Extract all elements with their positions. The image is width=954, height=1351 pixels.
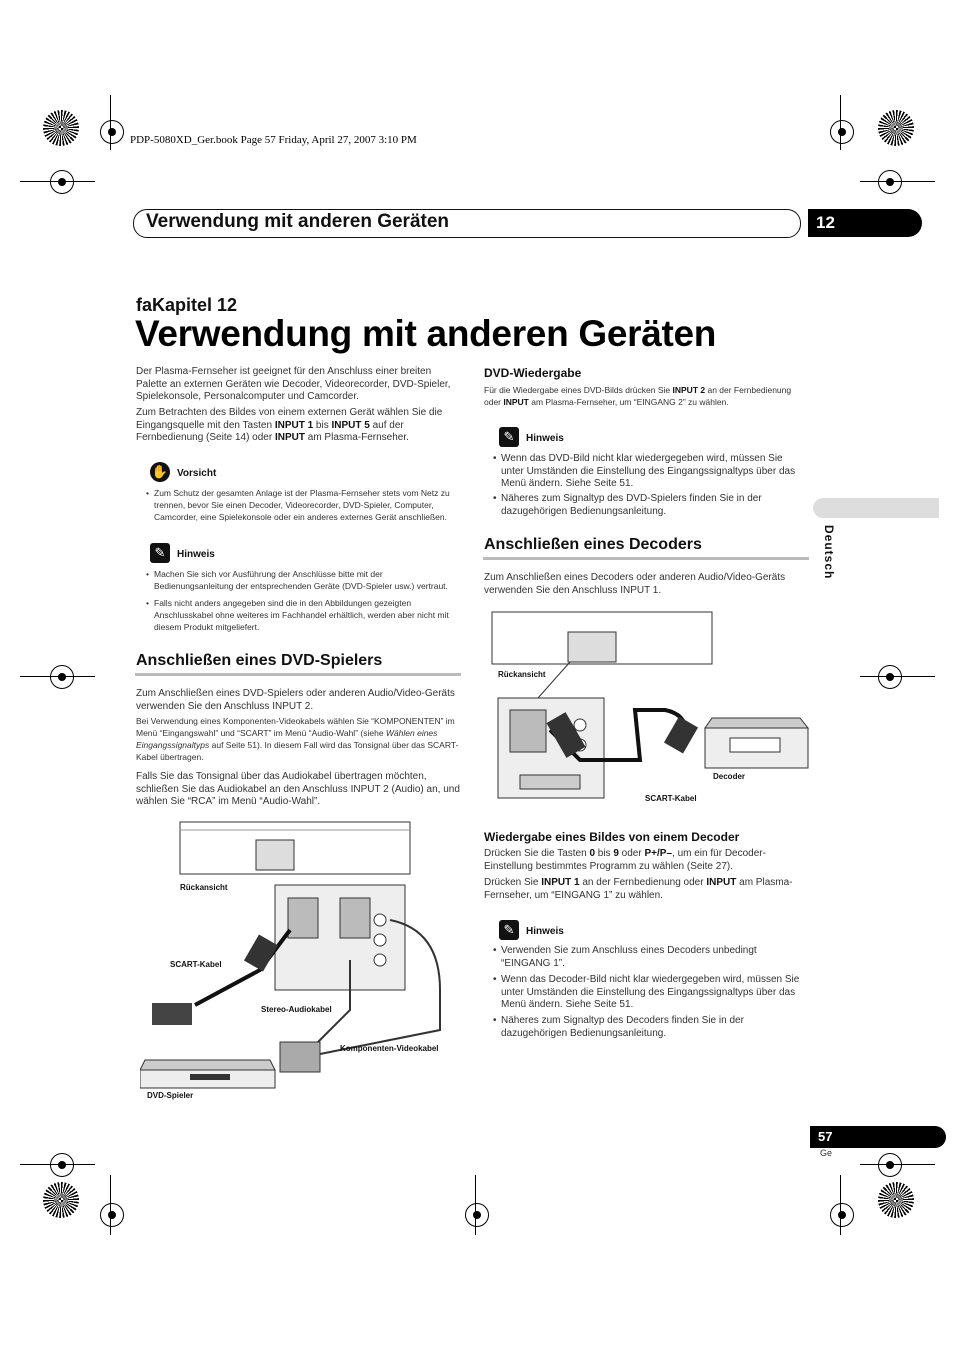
figure-label-scart-cable: SCART-Kabel <box>645 794 697 803</box>
section-heading-decoder: Anschließen eines Decoders <box>484 536 702 553</box>
page-number-badge <box>810 1126 946 1148</box>
crosshair-mark-icon <box>50 665 74 689</box>
decoder-connection-figure <box>490 610 810 810</box>
dvd-paragraph-2: Bei Verwendung eines Komponenten-Videokabels wählen Sie “KOMPONENTEN” im Menü “Eingangswahl” und “SCART” im Menü “Audio-Wahl” (siehe Wählen eines Eingangssignaltyps auf Seite 51). In diesem Fall wird das Tonsignal über das SCART-Kabel übertragen. <box>136 716 459 762</box>
registration-mark-icon <box>878 1182 914 1218</box>
note-item: • Wenn das Decoder-Bild nicht klar wiedergegeben wird, müssen Sie unter Umständen die Einstellung des Eingangssignaltyps über das Menü ändern. Siehe Seite 51. <box>501 974 808 1012</box>
decoder-paragraph: Zum Anschließen eines Decoders oder anderen Audio/Video-Geräts verwenden Sie den Anschluss INPUT 1. <box>484 572 786 596</box>
figure-label-dvd-player: DVD-Spieler <box>147 1091 194 1100</box>
note-item: • Näheres zum Signaltyp des DVD-Spielers finden Sie in der dazugehörigen Bedienungsanleitung. <box>501 493 808 518</box>
note-label: Hinweis <box>526 433 564 444</box>
intro-paragraph-2: Zum Betrachten des Bildes von einem externen Gerät wählen Sie die Eingangsquelle mit den Tasten INPUT 1 bis INPUT 5 auf der Fernbedienung (Seite 14) oder INPUT am Plasma-Fernseher. <box>136 407 443 443</box>
crosshair-mark-icon <box>878 1153 902 1177</box>
note-label: Hinweis <box>526 926 564 937</box>
section-heading-dvd: Anschließen eines DVD-Spielers <box>136 652 383 669</box>
registration-mark-icon <box>43 110 79 146</box>
decoder-playback-paragraph: Drücken Sie die Tasten 0 bis 9 oder P+/P–, um ein für Decoder-Einstellung bestimmtes Programm zu wählen (Seite 27). <box>484 848 766 872</box>
subheading-dvd-playback: DVD-Wiedergabe <box>484 366 582 380</box>
note-item: • Wenn das DVD-Bild nicht klar wiedergegeben wird, müssen Sie unter Umständen die Einstellung des Eingangssignaltyps über das Menü ändern. Siehe Seite 51. <box>501 453 808 491</box>
dvd-paragraph: Zum Anschließen eines DVD-Spielers oder anderen Audio/Video-Geräts verwenden Sie den Anschluss INPUT 2. <box>136 688 455 712</box>
crosshair-mark-icon <box>878 665 902 689</box>
language-tab <box>813 498 939 518</box>
chapter-number-badge <box>808 209 922 237</box>
page-language-code: Ge <box>820 1148 833 1158</box>
page-number: 57 <box>818 1129 833 1144</box>
note-item: • Näheres zum Signaltyp des Decoders finden Sie in der dazugehörigen Bedienungsanleitung. <box>501 1015 808 1040</box>
figure-label-scart-cable: SCART-Kabel <box>170 960 222 969</box>
chapter-number: 12 <box>816 213 835 232</box>
note-pencil-icon: ✎ <box>150 543 170 563</box>
print-header: PDP-5080XD_Ger.book Page 57 Friday, April 27, 2007 3:10 PM <box>130 134 417 146</box>
decoder-playback-paragraph-2: Drücken Sie INPUT 1 an der Fernbedienung oder INPUT am Plasma-Fernseher, um “EINGANG 1” zu wählen. <box>484 877 793 901</box>
figure-label-stereo-cable: Stereo-Audiokabel <box>261 1005 332 1014</box>
chapter-label: faKapitel 12 <box>136 295 238 315</box>
note-item: • Verwenden Sie zum Anschluss eines Decoders unbedingt “EINGANG 1”. <box>501 945 808 970</box>
figure-label-rear-view: Rückansicht <box>498 670 546 679</box>
intro-paragraph: Der Plasma-Fernseher ist geeignet für den Anschluss einer breiten Palette an externen Geräten wie Decoder, Videorecorder, DVD-Spieler, Spielekonsole, Personalcomputer und Camcorder. <box>136 366 451 402</box>
dvd-paragraph-3: Falls Sie das Tonsignal über das Audiokabel übertragen möchten, schließen Sie das Audiokabel an den Anschluss INPUT 2 (Audio) an, und wählen Sie “RCA” im Menü “Audio-Wahl”. <box>136 771 460 807</box>
language-label: Deutsch <box>822 525 836 580</box>
note-item: • Machen Sie sich vor Ausführung der Anschlüsse bitte mit der Bedienungsanleitung der entsprechenden Geräte (DVD-Spieler usw.) vertraut. <box>154 568 459 592</box>
running-title: Verwendung mit anderen Geräten <box>146 211 450 232</box>
note-item: • Falls nicht anders angegeben sind die in den Abbildungen gezeigten Anschlusskabel ohne weiteres im Fachhandel erhältlich, werden aber nicht mit diesem Produkt mitgeliefert. <box>154 597 459 633</box>
crosshair-mark-icon <box>100 1203 124 1227</box>
figure-label-decoder: Decoder <box>713 772 746 781</box>
subheading-decoder-playback: Wiedergabe eines Bildes von einem Decoder <box>484 830 740 844</box>
registration-mark-icon <box>878 110 914 146</box>
crosshair-mark-icon <box>830 120 854 144</box>
crosshair-mark-icon <box>830 1203 854 1227</box>
note-pencil-icon: ✎ <box>499 920 519 940</box>
figure-label-rear-view: Rückansicht <box>180 883 228 892</box>
note-label: Hinweis <box>177 549 215 560</box>
playback-paragraph: Für die Wiedergabe eines DVD-Bilds drücken Sie INPUT 2 an der Fernbedienung oder INPUT am Plasma-Fernseher, um “EINGANG 2” zu wählen. <box>484 385 792 407</box>
crosshair-mark-icon <box>50 170 74 194</box>
caution-label: Vorsicht <box>177 468 217 479</box>
crosshair-mark-icon <box>100 120 124 144</box>
note-pencil-icon: ✎ <box>499 427 519 447</box>
crosshair-mark-icon <box>465 1203 489 1227</box>
page-title: Verwendung mit anderen Geräten <box>135 313 717 354</box>
registration-mark-icon <box>43 1182 79 1218</box>
figure-label-component-cable: Komponenten-Videokabel <box>340 1044 439 1053</box>
caution-hand-icon: ✋ <box>150 462 170 482</box>
caution-text: • Zum Schutz der gesamten Anlage ist der Plasma-Fernseher stets vom Netz zu trennen, bevor Sie einen Decoder, Videorecorder, DVD-Spieler, Computer, Camcorder, eine Spielekonsole oder ein anderes externes Gerät anschließen. <box>154 487 459 523</box>
crosshair-mark-icon <box>50 1153 74 1177</box>
crosshair-mark-icon <box>878 170 902 194</box>
